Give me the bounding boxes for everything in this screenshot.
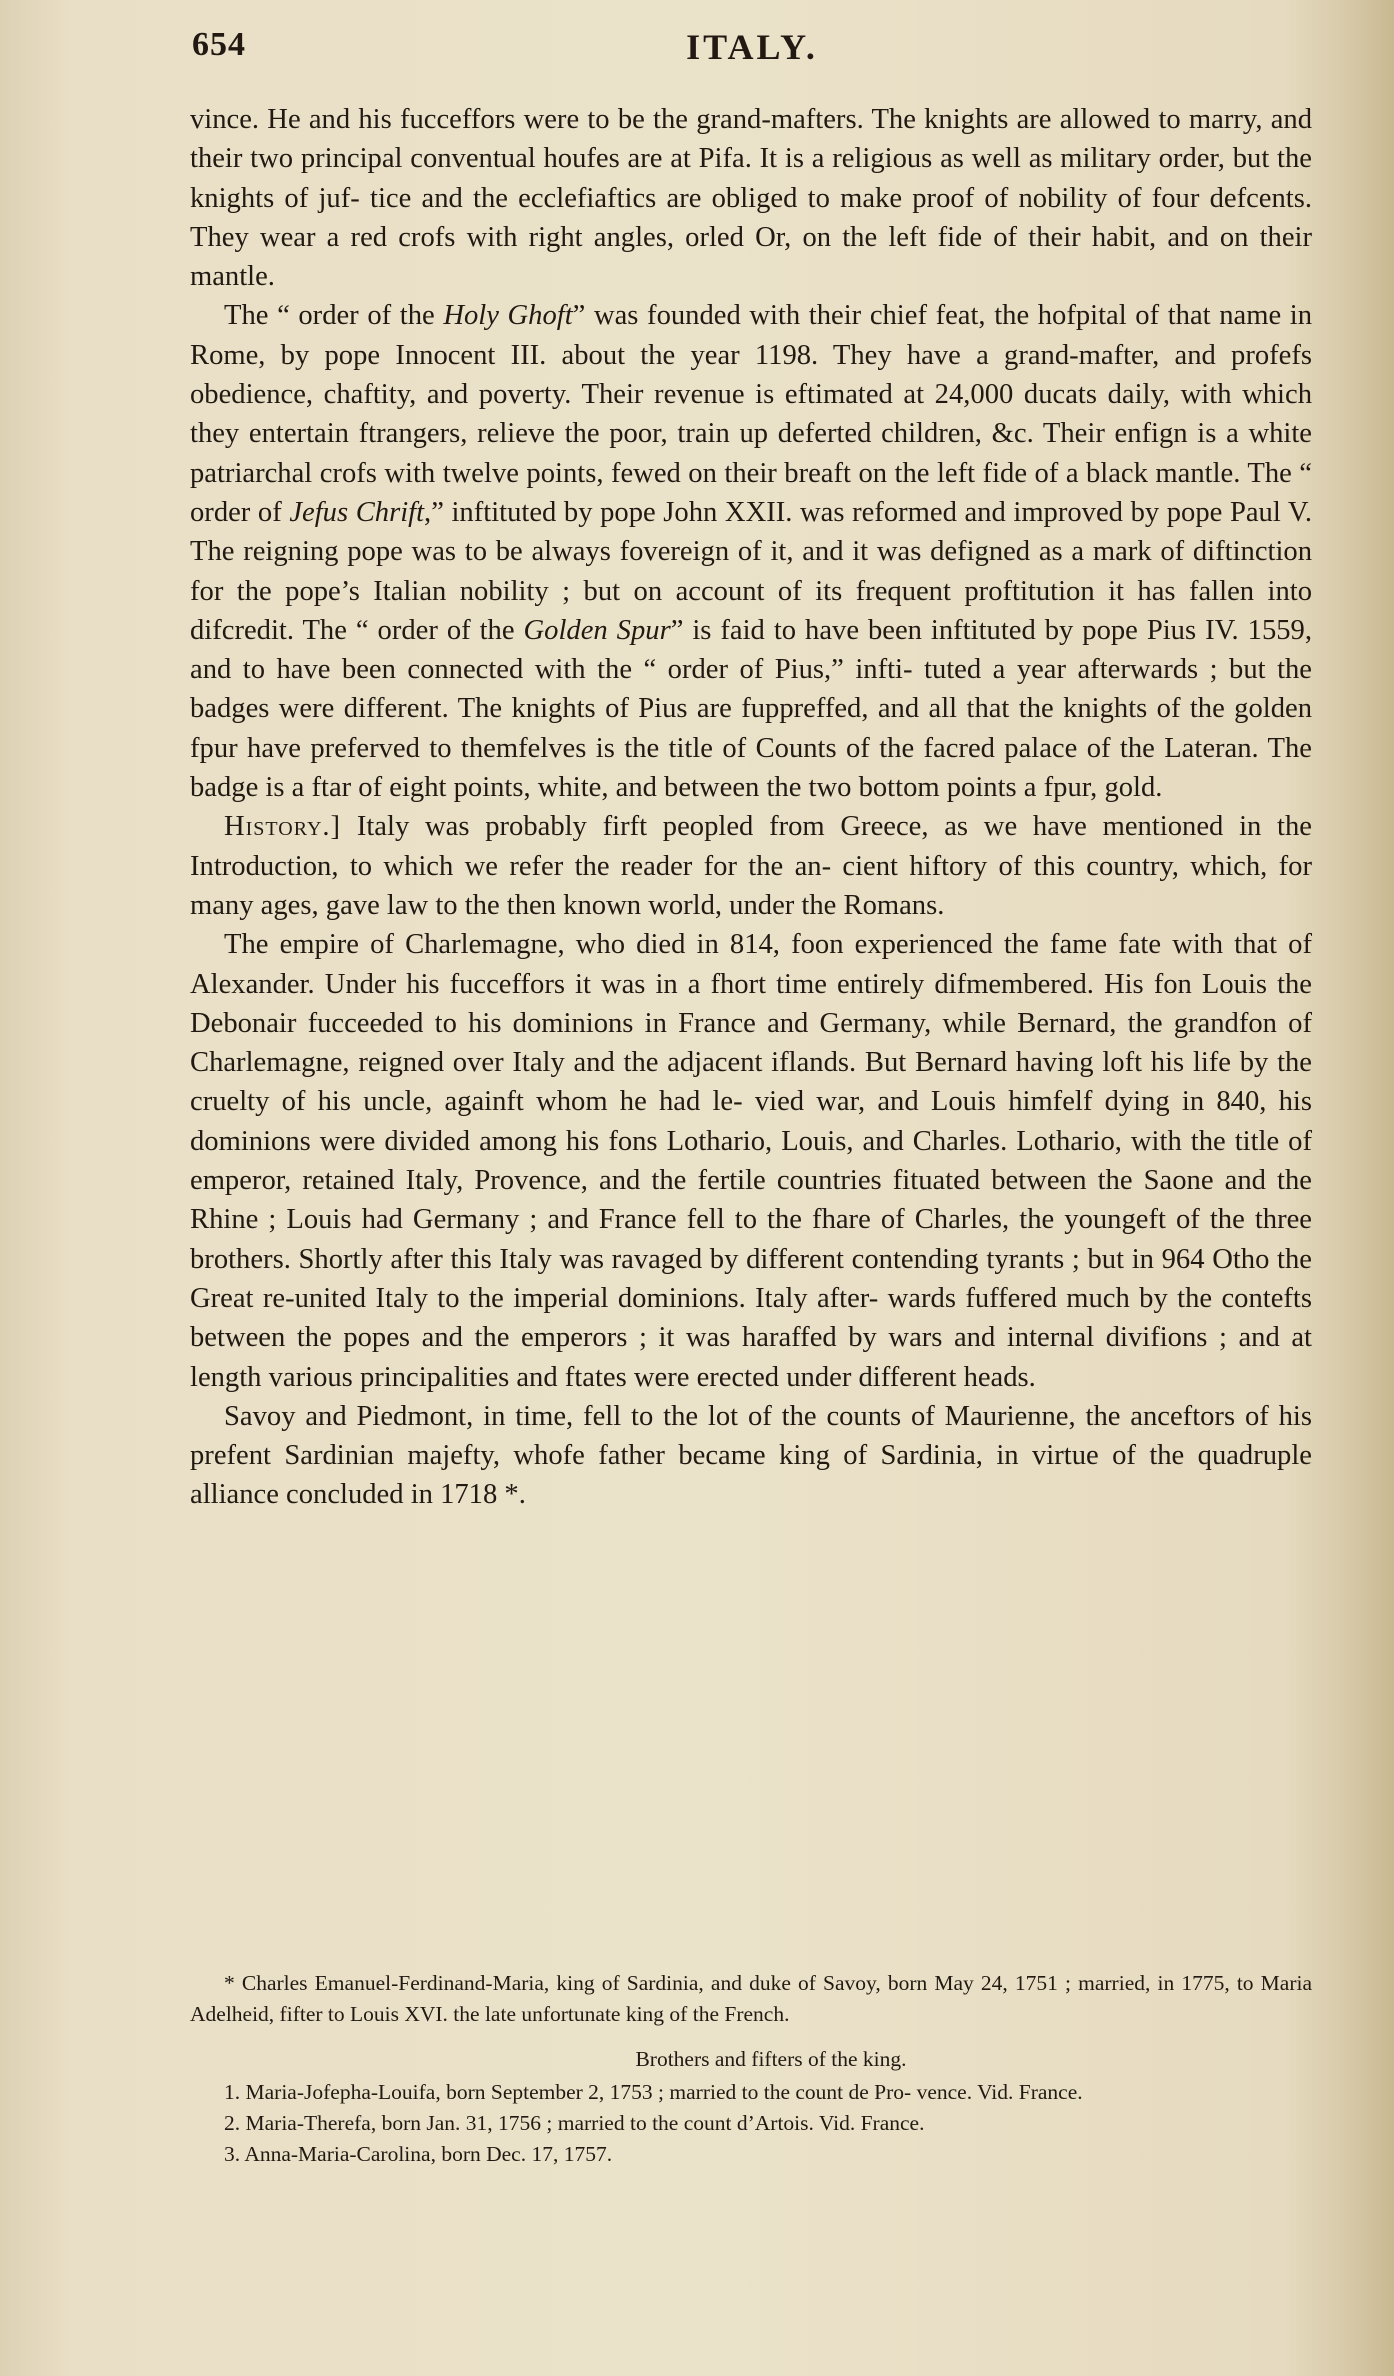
page-number: 654 — [192, 26, 246, 63]
paragraph-history — [190, 807, 1312, 925]
paragraph-orders — [190, 296, 1312, 807]
footnotes — [190, 1968, 1312, 2170]
italic-term: Holy Ghoft — [443, 300, 573, 332]
paragraph: Savoy and Piedmont, in time, fell to the lot of the counts of Maurienne, the anceftors of his prefent Sardinian majefty, whofe father became king of Sardinia, in virtue of the quadruple alliance concluded in 1718 *. — [190, 1400, 1312, 1511]
footnote-item: 3. Anna-Maria-Carolina, born Dec. 17, 1757. — [224, 2142, 613, 2166]
text-run: Italy was probably firft peopled from Greece, as we have mentioned in the Introduction, to which we refer the reader for the an- cient hiftory of this country, which, for many ages, gave law to the then known world, under the Romans. — [190, 811, 1312, 921]
page-header — [192, 26, 1312, 76]
footnote-main: * Charles Emanuel-Ferdinand-Maria, king of Sardinia, and duke of Savoy, born May 24, 1751 ; married, in 1775, to Maria Adelheid, fifter to Louis XVI. the late unfortunate king of the French. — [190, 1971, 1312, 2026]
italic-term: Jefus Chrift — [289, 496, 425, 528]
section-heading: History.] — [224, 811, 342, 843]
running-title: ITALY. — [686, 27, 818, 67]
text-run: The “ order of the — [224, 300, 444, 332]
footnote-subheading: Brothers and fifters of the king. — [635, 2047, 907, 2071]
body-text — [190, 100, 1312, 1515]
text-run: ” is faid to have been inftituted by pope Pius IV. 1559, and to have been connected with the “ order of Pius,” infti- tuted a year afterwards ; but the badges were different. The knights of Pius are fuppreffed, and all that the knights of the golden fpur have preferved to themfelves is the title of Counts of the facred palace of the Lateran. The badge is a ftar of eight points, white, and between the two bottom points a fpur, gold. — [190, 614, 1313, 804]
footnote-item: 2. Maria-Therefa, born Jan. 31, 1756 ; married to the count d’Artois. Vid. France. — [224, 2111, 925, 2135]
italic-term: Golden Spur — [523, 614, 671, 646]
text-run: ,” inftituted by pope John XXII. was reformed and improved by pope Paul V. The reigning pope was to be always fovereign of it, and it was defigned as a mark of diftinction for the pope’s Italian nobility ; but on account of its frequent proftitution it has fallen into difcredit. The “ order of the — [190, 496, 1312, 646]
footnote-item: 1. Maria-Jofepha-Louifa, born September 2, 1753 ; married to the count de Pro- vence. Vid. France. — [224, 2080, 1083, 2104]
paragraph: vince. He and his fucceffors were to be the grand-mafters. The knights are allowed to marry, and their two principal conventual houfes are at Pifa. It is a religious as well as military order, but the knights of juf- tice and the ecclefiaftics are obliged to make proof of nobility of four defcents. They wear a red crofs with right angles, orled Or, on the left fide of their habit, and on their mantle. — [190, 104, 1312, 293]
text-run: ” was founded with their chief feat, the hofpital of that name in Rome, by pope Innocent III. about the year 1198. They have a grand-mafter, and profefs obedience, chaftity, and poverty. Their revenue is eftimated at 24,000 ducats daily, with which they entertain ftrangers, relieve the poor, train up deferted children, &c. Their enfign is a white patriarchal crofs with twelve points, fewed on their breaft on the left fide of a black mantle. The “ order of — [190, 300, 1313, 528]
paragraph: The empire of Charlemagne, who died in 814, foon experienced the fame fate with that of Alexander. Under his fucceffors it was in a fhort time entirely difmembered. His fon Louis the Debonair fucceeded to his dominions in France and Germany, while Bernard, the grandfon of Charlemagne, reigned over Italy and the adjacent iflands. But Bernard having loft his life by the cruelty of his uncle, againft whom he had le- vied war, and Louis himfelf dying in 840, his dominions were divided among his fons Lothario, Louis, and Charles. Lothario, with the title of emperor, retained Italy, Provence, and the fertile countries fituated between the Saone and the Rhine ; Louis had Germany ; and France fell to the fhare of Charles, the youngeft of the three brothers. Shortly after this Italy was ravaged by different contending tyrants ; but in 964 Otho the Great re-united Italy to the imperial dominions. Italy after- wards fuffered much by the contefts between the popes and the emperors ; it was haraffed by wars and internal divifions ; and at length various principalities and ftates were erected under different heads. — [190, 929, 1312, 1393]
